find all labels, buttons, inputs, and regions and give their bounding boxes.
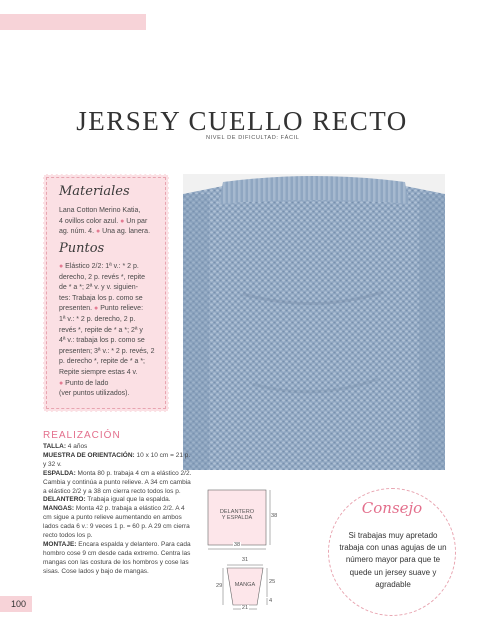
instructions-text (43, 443, 193, 577)
montaje-label: MONTAJE: (43, 540, 77, 548)
stitches-line: derecho, 2 p. revés *, repite (59, 273, 145, 281)
sweater-illustration (183, 174, 445, 470)
stitches-line: revés *, repite de * a *; 2ª y (59, 326, 143, 334)
stitches-line: tes: Trabaja los p. como se (59, 294, 143, 302)
materials-line: ag. núm. 4. ● Una ag. lanera. (59, 228, 151, 236)
sleeve-top: 31 (241, 557, 249, 563)
delantero-text: Trabaja igual que la espalda. (85, 496, 171, 504)
stitches-line: Repite siempre estas 4 v. (59, 368, 138, 376)
measurement-schematic (205, 488, 295, 616)
schematic-drawing (205, 488, 295, 616)
stitches-line: presenten; 3ª v.: * 2 p. revés, 2 (59, 347, 155, 355)
muestra-text: 10 x 10 cm = 21 p. y 32 v. (43, 451, 191, 468)
talla-label: TALLA: (43, 443, 66, 450)
realizacion-heading: REALIZACIÓN (43, 430, 121, 441)
tip-circle (328, 488, 456, 616)
sleeve-label: MANGA (234, 582, 256, 588)
sweater-photo (183, 174, 445, 470)
sleeve-cuff: 4 (269, 598, 273, 604)
bullet-dot: ● (94, 305, 99, 313)
sleeve-left: 29 (216, 583, 223, 589)
stitches-line: ● Elástico 2/2: 1ª v.: * 2 p. (59, 263, 139, 270)
stitches-list (59, 262, 163, 400)
stitches-line: 1ª v.: * 2 p. derecho, 2 p. (59, 315, 136, 323)
bullet-dot: ● (59, 263, 64, 270)
stitches-line: de * a *; 2ª v. y v. siguien- (59, 284, 138, 292)
tip-text: Si trabajas muy apretado trabaja con unas agujas de un número mayor para que te quede un jersey suave y agradable (339, 531, 447, 589)
mangas-text: Monta 42 p. trabaja a elástico 2/2. A 4 cm sigue a punto relieve aumentando en ambos lados cada 6 v.: 9 veces 1 p. = 60 p. A 29 cm cierra recto todos los p. (43, 505, 190, 540)
stitches-line: p. derecho *, repite de * a *; (59, 358, 145, 366)
body-label (208, 509, 266, 521)
sleeve-right: 25 (269, 579, 276, 585)
tip-heading: Consejo (361, 499, 423, 517)
stitches-line: ● Punto de lado (59, 379, 109, 387)
bullet-dot: ● (59, 379, 64, 387)
body-label-line: Y ESPALDA (221, 515, 253, 521)
montaje-text: Encara espalda y delantero. Para cada hombro cose 9 cm desde cada extremo. Centra las mangas con las costura de los hombros y cose las sisas. Cose lados y bajo de mangas. (43, 540, 191, 575)
page-title: JERSEY CUELLO RECTO (76, 106, 408, 136)
materials-line: 4 ovillos color azul. ● Un par (59, 217, 148, 225)
materials-heading: Materiales (59, 184, 130, 199)
bullet-dot: ● (120, 217, 125, 225)
materials-line: Lana Cotton Merino Katia, (59, 207, 141, 214)
mangas-label: MANGAS: (43, 505, 75, 513)
body-width (208, 542, 266, 548)
muestra-label: MUESTRA DE ORIENTACIÓN: (43, 451, 135, 459)
body-height: 38 (271, 513, 278, 519)
body-width-value: 38 (233, 542, 241, 548)
espalda-label: ESPALDA: (43, 469, 76, 477)
materials-list (59, 206, 163, 238)
stitches-line: (ver puntos utilizados). (59, 390, 130, 398)
stitches-heading: Puntos (59, 241, 105, 256)
bullet-dot: ● (95, 228, 101, 236)
stitches-line: presenten. ● Punto relieve: (59, 305, 144, 313)
talla-text: 4 años (65, 443, 88, 450)
page-number: 100 (0, 596, 32, 612)
top-accent-bar (0, 14, 146, 30)
sleeve-bottom-value: 21 (241, 605, 249, 611)
difficulty-level: NIVEL DE DIFICULTAD: FÁCIL (206, 135, 300, 141)
espalda-text: Monta 80 p. trabaja 4 cm a elástico 2/2. Cambia y continúa a punto relieve. A 34 cm cambia a elástico 2/2 y a 38 cm cierra recto todos los p. (43, 469, 192, 495)
sleeve-bottom (233, 605, 257, 611)
body-label-line: DELANTERO (219, 509, 255, 515)
stitches-line: 4ª v.: trabaja los p. como se (59, 337, 145, 345)
delantero-label: DELANTERO: (43, 496, 86, 504)
